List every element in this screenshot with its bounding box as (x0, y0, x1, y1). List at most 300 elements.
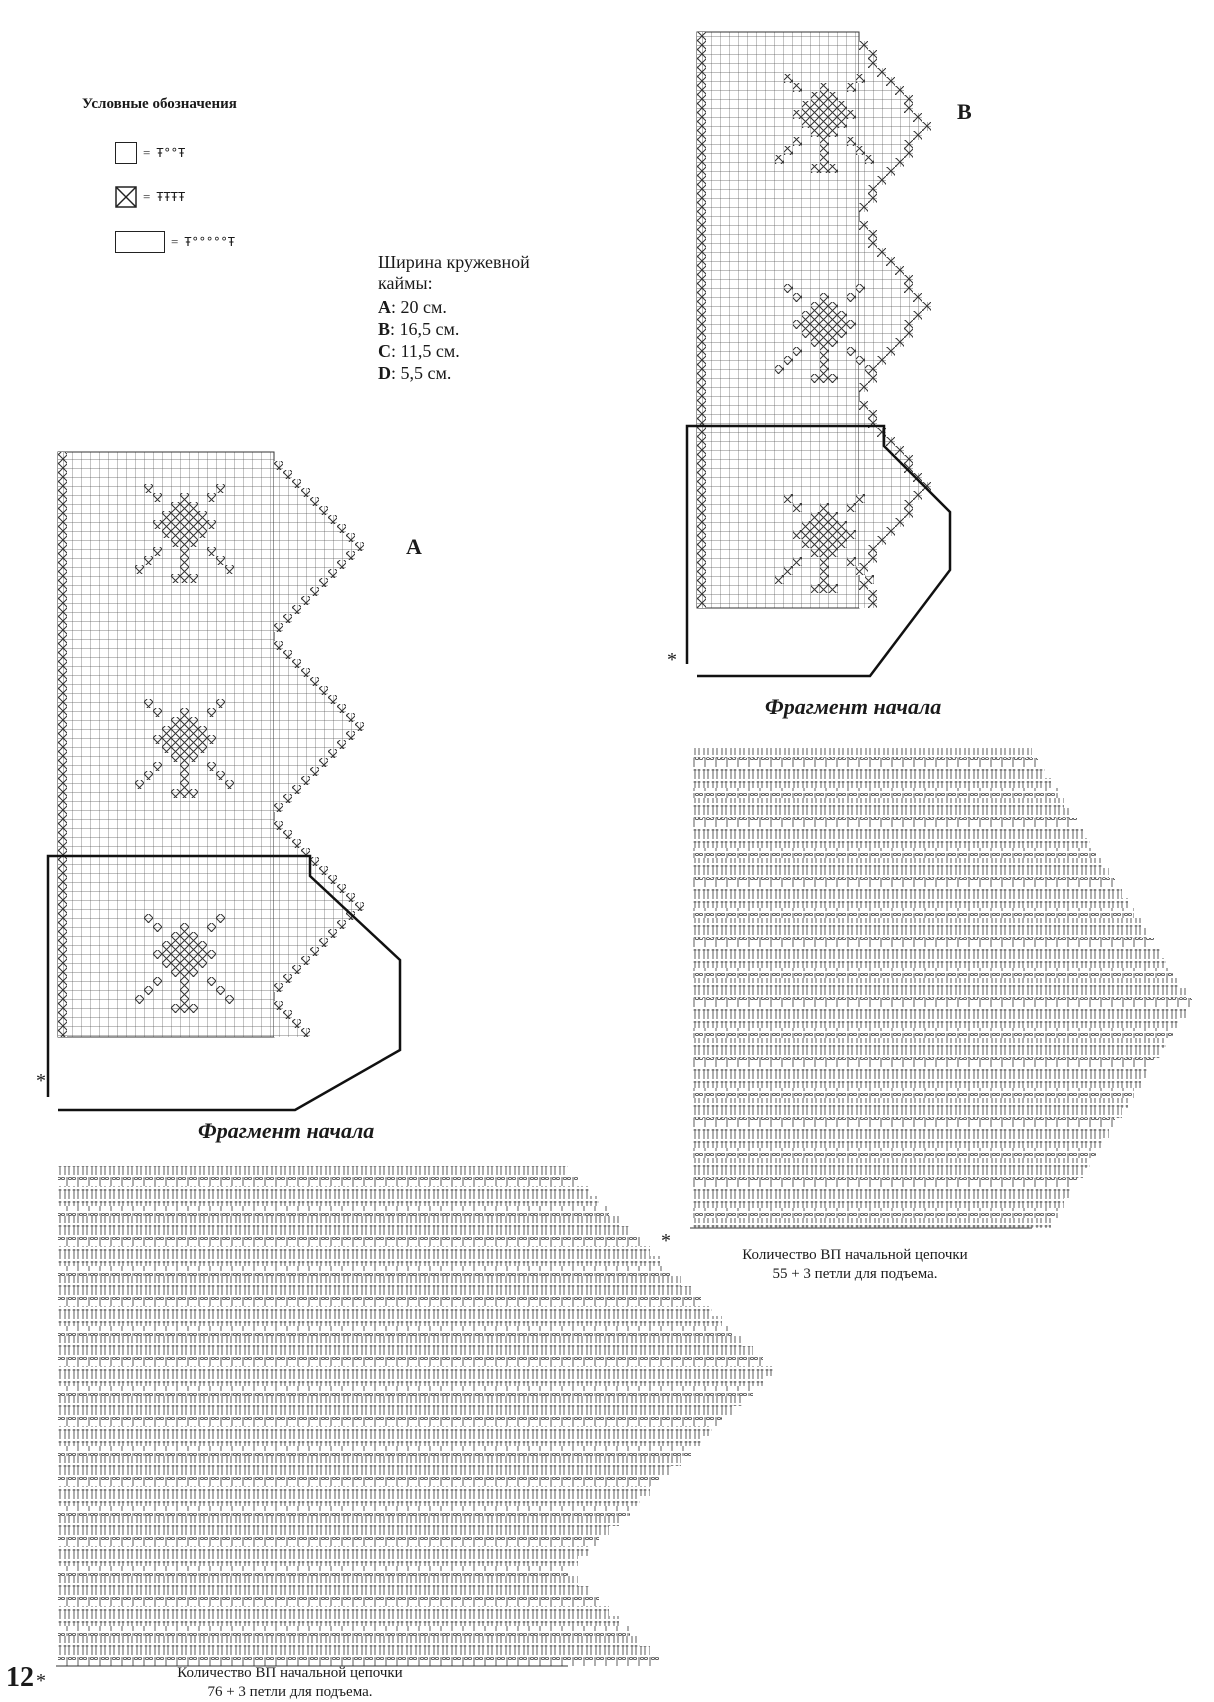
chart-b-scallop-edge (859, 203, 868, 212)
chart-a-motif-cell (171, 735, 180, 744)
chart-b-motif-cell (847, 347, 856, 356)
fragment-a-stitch-row (58, 1556, 578, 1566)
fragment-b-stitch-row (692, 1218, 1051, 1228)
chart-b-scallop-edge (895, 86, 904, 95)
chart-b-motif-cell (802, 311, 811, 320)
chart-a-motif-cell (180, 986, 189, 995)
fragment-b-stitch-row (692, 838, 1090, 848)
chart-b-scallop-edge (895, 446, 904, 455)
chart-b-motif-cell (847, 293, 856, 302)
chart-b-scallop-row (859, 293, 922, 302)
start-marker-frag-a: * (36, 1670, 46, 1692)
fragment-b-stitch-row (692, 788, 1058, 798)
chart-b-motif-cell (793, 530, 802, 539)
chart-a-scallop-edge (346, 533, 355, 542)
chart-a-scallop-edge (319, 758, 328, 767)
chart-b-motif-cell (811, 311, 820, 320)
fragment-b-stitch-row (692, 768, 1045, 778)
width-row-b: B: 16,5 см. (378, 319, 460, 339)
chart-a-scallop-row (274, 704, 346, 713)
chart-a-motif-cell (144, 699, 153, 708)
fragment-b-stitch-row (692, 848, 1096, 858)
chart-a-scallop-edge (337, 704, 346, 713)
chart-b-scallop-edge (922, 122, 931, 131)
chart-b-scallop-edge (868, 59, 877, 68)
fragment-a-stitch-row (58, 1236, 640, 1246)
chart-a-motif-cell (198, 529, 207, 538)
fragment-b-stitch-row (692, 978, 1179, 988)
chart-b-scallop-edge (895, 338, 904, 347)
fragment-b-stitch-row (692, 1178, 1077, 1188)
chart-b-motif-cell (820, 566, 829, 575)
chart-b-motif-cell (820, 584, 829, 593)
chart-b-motif-cell (856, 356, 865, 365)
fragment-b-stitch-row (692, 1068, 1147, 1078)
chart-a-scallop-row (274, 749, 337, 758)
fragment-b-stitch-row (692, 1198, 1064, 1208)
chart-a-motif-cell (216, 986, 225, 995)
chart-a-motif-cell (171, 726, 180, 735)
chart-a-scallop-edge (319, 506, 328, 515)
chart-b-motif-cell (820, 338, 829, 347)
chart-a-motif-cell (180, 520, 189, 529)
fragment-a-stitch-row (58, 1406, 732, 1416)
chart-b-motif-cell (865, 575, 874, 584)
chart-b-motif-cell (838, 530, 847, 539)
fragment-b-stitch-row (692, 968, 1173, 978)
chart-b-motif-cell (784, 356, 793, 365)
fragment-a-stitch-row (58, 1576, 578, 1586)
chart-b-scallop-edge (886, 257, 895, 266)
chart-b-scallop-edge (886, 527, 895, 536)
chart-a-motif-cell (207, 977, 216, 986)
chart-a-motif-cell (153, 708, 162, 717)
chart-a-motif-cell (189, 538, 198, 547)
chart-a-motif-cell (171, 968, 180, 977)
chart-b-motif-cell (829, 311, 838, 320)
chart-a-scallop-edge (301, 956, 310, 965)
chart-a-scallop-edge (346, 551, 355, 560)
chart-a-scallop-row (274, 569, 337, 578)
chart-b-motif-cell (784, 494, 793, 503)
chart-b-motif-cell (829, 320, 838, 329)
chart-b-motif-cell (856, 566, 865, 575)
fragment-a-stitch-row (58, 1536, 599, 1546)
chart-b-motif-cell (820, 530, 829, 539)
chart-b-motif-cell (820, 92, 829, 101)
fragment-a-stitch-row (58, 1246, 650, 1256)
fragment-b-stitch-row (692, 948, 1160, 958)
chart-a-motif-cell (153, 977, 162, 986)
chart-b-scallop-edge (913, 113, 922, 122)
chart-a-scallop-edge (283, 794, 292, 803)
chart-a-scallop-edge (292, 1019, 301, 1028)
chart-b-motif-cell (775, 575, 784, 584)
fragment-b-stitch-row (692, 1128, 1109, 1138)
fragment-a-stitch-row (58, 1196, 599, 1206)
chart-a-motif-cell (207, 950, 216, 959)
chart-a-motif-cell (189, 574, 198, 583)
chart-b-scallop-edge (913, 293, 922, 302)
chart-a-scallop-edge (337, 920, 346, 929)
chart-b-motif-cell (865, 155, 874, 164)
chart-b-scallop-row (859, 311, 922, 320)
fragment-b-stitch-row (692, 958, 1166, 968)
fragment-b-stitch-row (692, 1208, 1058, 1218)
chart-b-motif-cell (856, 146, 865, 155)
chart-b-motif-cell (829, 101, 838, 110)
width-row-d: D: 5,5 см. (378, 363, 452, 383)
chart-a-motif-cell (135, 780, 144, 789)
chart-a-motif-cell (144, 556, 153, 565)
chart-b-motif-cell (820, 374, 829, 383)
chart-b-motif-cell (811, 512, 820, 521)
chart-b-motif-cell (793, 83, 802, 92)
chart-a-motif-cell (162, 726, 171, 735)
chart-b-motif-cell (856, 74, 865, 83)
chart-b-motif-cell (829, 539, 838, 548)
chart-a-motif-cell (171, 574, 180, 583)
chart-a-motif-cell (180, 941, 189, 950)
chart-a-motif-cell (180, 708, 189, 717)
chart-b-motif-cell (820, 293, 829, 302)
fragment-a-stitch-row (58, 1436, 701, 1446)
start-marker-frag-b: * (661, 1230, 671, 1252)
chart-a-motif-cell (216, 699, 225, 708)
fragment-b-stitch-row (692, 1108, 1122, 1118)
chart-a-motif-cell (180, 556, 189, 565)
legend-equals: = (143, 189, 151, 204)
chart-a-scallop-row (274, 551, 355, 560)
fragment-a-stitch-row (58, 1396, 742, 1406)
chart-a-motif-cell (171, 1004, 180, 1013)
chart-a-scallop-row (274, 902, 364, 911)
fragment-a-stitch-row (58, 1516, 619, 1526)
chart-a-scallop-edge (328, 749, 337, 758)
chart-a-motif-cell (225, 780, 234, 789)
chart-a-motif-cell (135, 995, 144, 1004)
fragment-a-stitch-row (58, 1336, 742, 1346)
chart-b-motif-cell (847, 83, 856, 92)
chart-b-motif-cell (829, 512, 838, 521)
chart-b-motif-cell (811, 521, 820, 530)
chart-b-scallop-row (859, 302, 931, 311)
chart-a-scallop-edge (328, 929, 337, 938)
fragment-b-stitch-row (692, 858, 1102, 868)
fragment-a-stitch-row (58, 1266, 671, 1276)
chart-a-edge-column (58, 452, 67, 1037)
chart-a-motif-cell (189, 1004, 198, 1013)
chart-a-motif-cell (207, 520, 216, 529)
chart-b-motif-cell (856, 284, 865, 293)
fragment-b-stitch-row (692, 808, 1070, 818)
chart-a-motif-cell (153, 923, 162, 932)
chart-b-scallop-edge (904, 275, 913, 284)
chart-b-motif-cell (820, 155, 829, 164)
chart-b-motif-cell (793, 137, 802, 146)
fragment-b-stitch-row (692, 748, 1032, 758)
chart-a-scallop-edge (346, 893, 355, 902)
chart-a-motif-cell (180, 502, 189, 511)
chart-a-motif-cell (153, 520, 162, 529)
chart-b-scallop-edge (868, 230, 877, 239)
chart-b-motif-cell (793, 320, 802, 329)
chart-b-scallop-edge (886, 347, 895, 356)
chart-a-motif-cell (171, 941, 180, 950)
chart-a-motif-cell (180, 932, 189, 941)
fragment-a-stitch-row (58, 1216, 619, 1226)
chart-b-motif-cell (820, 137, 829, 146)
chart-b-scallop-edge (913, 491, 922, 500)
chart-a-scallop-edge (319, 938, 328, 947)
chart-a-scallop-edge (292, 839, 301, 848)
fragment-b-stitch-row (692, 998, 1192, 1008)
chart-a-motif-cell (180, 726, 189, 735)
fragment-a-stitch-row (58, 1426, 712, 1436)
chart-a-scallop-edge (328, 875, 337, 884)
chart-b-motif-cell (775, 365, 784, 374)
chart-b-motif-cell (847, 320, 856, 329)
chart-a-motif-cell (207, 547, 216, 556)
chart-b-motif-cell (838, 320, 847, 329)
chart-a-motif-cell (189, 968, 198, 977)
chart-b-scallop-edge (859, 221, 868, 230)
chart-a-motif-cell (180, 995, 189, 1004)
chart-b-motif-cell (811, 374, 820, 383)
legend-symbol: ŦŦŦŦ (156, 190, 186, 204)
chart-a-scallop-row (274, 515, 337, 524)
legend-symbol: Ŧ°°Ŧ (156, 146, 186, 160)
chart-a-scallop-edge (283, 1010, 292, 1019)
chart-b-motif-cell (820, 539, 829, 548)
chart-a-scallop-edge (283, 974, 292, 983)
chart-a-motif-cell (207, 708, 216, 717)
chart-a-motif-cell (216, 556, 225, 565)
chart-a-scallop-edge (337, 884, 346, 893)
chart-a-motif-cell (153, 547, 162, 556)
chart-a-motif-cell (180, 968, 189, 977)
chart-b-motif-cell (811, 584, 820, 593)
chart-b-motif-cell (820, 119, 829, 128)
chart-b-motif-cell (847, 503, 856, 512)
chart-a-motif-cell (189, 502, 198, 511)
fragment-a-stitch-row (58, 1526, 609, 1536)
fragment-a-stitch-row (58, 1606, 609, 1616)
chart-a-scallop-edge (274, 821, 283, 830)
chart-b-motif-cell (793, 110, 802, 119)
chart-b-motif-cell (802, 530, 811, 539)
fragment-a-stitch-row (58, 1566, 568, 1576)
fragment-b-stitch-row (692, 1088, 1134, 1098)
chart-b-scallop-edge (868, 50, 877, 59)
chart-a-motif-cell (171, 717, 180, 726)
fragment-b-stitch-row (692, 1038, 1166, 1048)
chart-a-scallop-edge (310, 497, 319, 506)
chart-b-motif-cell (793, 557, 802, 566)
chart-a-scallop-edge (283, 470, 292, 479)
fragment-a-stitch-row (58, 1506, 630, 1516)
legend-title: Условные обозначения (82, 96, 237, 112)
chart-b-scallop-edge (922, 302, 931, 311)
fragment-a-stitch-row (58, 1446, 691, 1456)
chart-b-motif-cell (829, 128, 838, 137)
chart-a-motif-cell (180, 1004, 189, 1013)
fragment-a-stitch-row (58, 1416, 722, 1426)
chart-a-motif-cell (162, 529, 171, 538)
chart-a-motif-cell (216, 771, 225, 780)
chart-a-motif-cell (153, 493, 162, 502)
fragment-a-stitch-row (58, 1486, 650, 1496)
chart-b-scallop-edge (904, 104, 913, 113)
fragment-b-title: Фрагмент начала (765, 694, 942, 719)
chart-a-motif-cell (216, 914, 225, 923)
legend-equals: = (171, 234, 179, 249)
chart-b-motif-cell (820, 365, 829, 374)
chart-b-scallop-edge (895, 266, 904, 275)
fragment-b-stitch-row (692, 1168, 1083, 1178)
chart-b-scallop-edge (895, 518, 904, 527)
chart-b-motif-cell (811, 338, 820, 347)
chart-a-scallop-edge (337, 560, 346, 569)
chart-a-motif-cell (198, 726, 207, 735)
chart-a-scallop-edge (337, 524, 346, 533)
chart-a-motif-cell (180, 753, 189, 762)
chart-a-scallop-edge (319, 866, 328, 875)
legend-equals: = (143, 145, 151, 160)
chart-a-scallop-row (274, 722, 364, 731)
chart-b-scallop-edge (904, 329, 913, 338)
fragment-a-stitch-row (58, 1306, 712, 1316)
chart-b-scallop-row (859, 113, 922, 122)
fragment-a-stitch-row (58, 1636, 640, 1646)
fragment-b-stitch-row (692, 828, 1083, 838)
chart-b-motif-cell (820, 110, 829, 119)
chart-b-motif-cell (829, 110, 838, 119)
chart-b-motif-cell (811, 92, 820, 101)
chart-a-motif-cell (180, 493, 189, 502)
fragment-a-stitch-row (58, 1356, 763, 1366)
chart-a-motif-cell (198, 744, 207, 753)
chart-a-scallop-row (274, 713, 355, 722)
fragment-b-stitch-row (692, 1058, 1154, 1068)
chart-b-scallop-edge (877, 68, 886, 77)
chart-a-scallop-edge (355, 902, 364, 911)
chart-a-scallop-edge (328, 569, 337, 578)
fragment-a-caption: Количество ВП начальной цепочки 76 + 3 петли для подъема. (177, 1665, 403, 1700)
chart-b-motif-cell (829, 302, 838, 311)
chart-b-motif-cell (811, 548, 820, 557)
fragment-b-stitch-row (692, 1188, 1070, 1198)
fragment-a-title: Фрагмент начала (198, 1118, 375, 1143)
fragment-a-stitch-row (58, 1626, 630, 1636)
chart-b-scallop-edge (868, 554, 877, 563)
chart-b-motif-cell (820, 164, 829, 173)
chart-a-scallop-row (274, 695, 337, 704)
chart-b-motif-cell (784, 566, 793, 575)
chart-a-motif-cell (180, 950, 189, 959)
chart-b-motif-cell (820, 83, 829, 92)
fragment-a-stitch-row (58, 1346, 753, 1356)
fragment-b-stitch-row (692, 888, 1122, 898)
chart-b-motif-cell (829, 530, 838, 539)
chart-b-motif-cell (811, 320, 820, 329)
fragment-b-stitch-row (692, 1098, 1128, 1108)
chart-b-scallop-edge (904, 284, 913, 293)
chart-b-motif-cell (820, 356, 829, 365)
chart-a-scallop-edge (301, 488, 310, 497)
fragment-a-stitch-row (58, 1476, 660, 1486)
fragment-b-stitch-row (692, 908, 1134, 918)
fragment-b-stitch-row (692, 1118, 1115, 1128)
fragment-a-stitch-row (58, 1386, 753, 1396)
fragment-a-stitch-row (58, 1546, 589, 1556)
chart-a-scallop-row (274, 740, 346, 749)
chart-a-motif-cell (180, 547, 189, 556)
chart-a-scallop-edge (274, 983, 283, 992)
chart-b-scallop-row (859, 491, 922, 500)
chart-a-motif-cell (153, 735, 162, 744)
chart-b-scallop-edge (904, 500, 913, 509)
chart-a-motif-cell (171, 502, 180, 511)
chart-b-scallop-edge (868, 590, 877, 599)
chart-a-motif-cell (189, 717, 198, 726)
chart-b-scallop-edge (877, 356, 886, 365)
chart-a-motif-cell (180, 565, 189, 574)
chart-b-scallop-edge (868, 239, 877, 248)
chart-b-motif-cell (811, 329, 820, 338)
chart-b-motif-cell (838, 119, 847, 128)
chart-b-scallop-edge (877, 248, 886, 257)
chart-a-motif-cell (135, 565, 144, 574)
chart-a-motif-cell (225, 565, 234, 574)
chart-a-motif-cell (180, 959, 189, 968)
chart-a-scallop-edge (310, 587, 319, 596)
chart-b-motif-cell (802, 119, 811, 128)
chart-a-scallop-edge (301, 596, 310, 605)
chart-a-scallop-edge (319, 578, 328, 587)
fragment-b-stitch-row (692, 938, 1154, 948)
fragment-a-stitch-row (58, 1466, 671, 1476)
chart-a-motif-cell (171, 520, 180, 529)
chart-a-motif-cell (162, 511, 171, 520)
chart-a-scallop-edge (274, 803, 283, 812)
chart-a-scallop-edge (274, 1001, 283, 1010)
chart-a-motif-cell (180, 529, 189, 538)
chart-b-edge-column (697, 32, 706, 608)
chart-b-scallop-edge (859, 41, 868, 50)
chart-b-motif-cell (820, 557, 829, 566)
chart-b-scallop-edge (859, 401, 868, 410)
chart-b-motif-cell (811, 539, 820, 548)
chart-a-motif-cell (216, 484, 225, 493)
chart-a-motif-cell (180, 977, 189, 986)
fragment-a-stitch-row (58, 1496, 640, 1506)
fragment-a-stitch-row (58, 1366, 773, 1376)
chart-a-motif-cell (171, 959, 180, 968)
chart-b-scallop-edge (868, 545, 877, 554)
chart-a-motif-cell (189, 744, 198, 753)
chart-b-scallop-edge (868, 194, 877, 203)
fragment-a-stitch-row (58, 1286, 691, 1296)
chart-a-motif-cell (180, 744, 189, 753)
chart-a-motif-cell (162, 520, 171, 529)
chart-b-motif-cell (829, 584, 838, 593)
chart-b-scallop-edge (886, 167, 895, 176)
chart-b-motif-cell (802, 329, 811, 338)
chart-b-motif-cell (820, 101, 829, 110)
width-row-a: A: 20 см. (378, 297, 447, 317)
fragment-b-stitch-row (692, 868, 1109, 878)
